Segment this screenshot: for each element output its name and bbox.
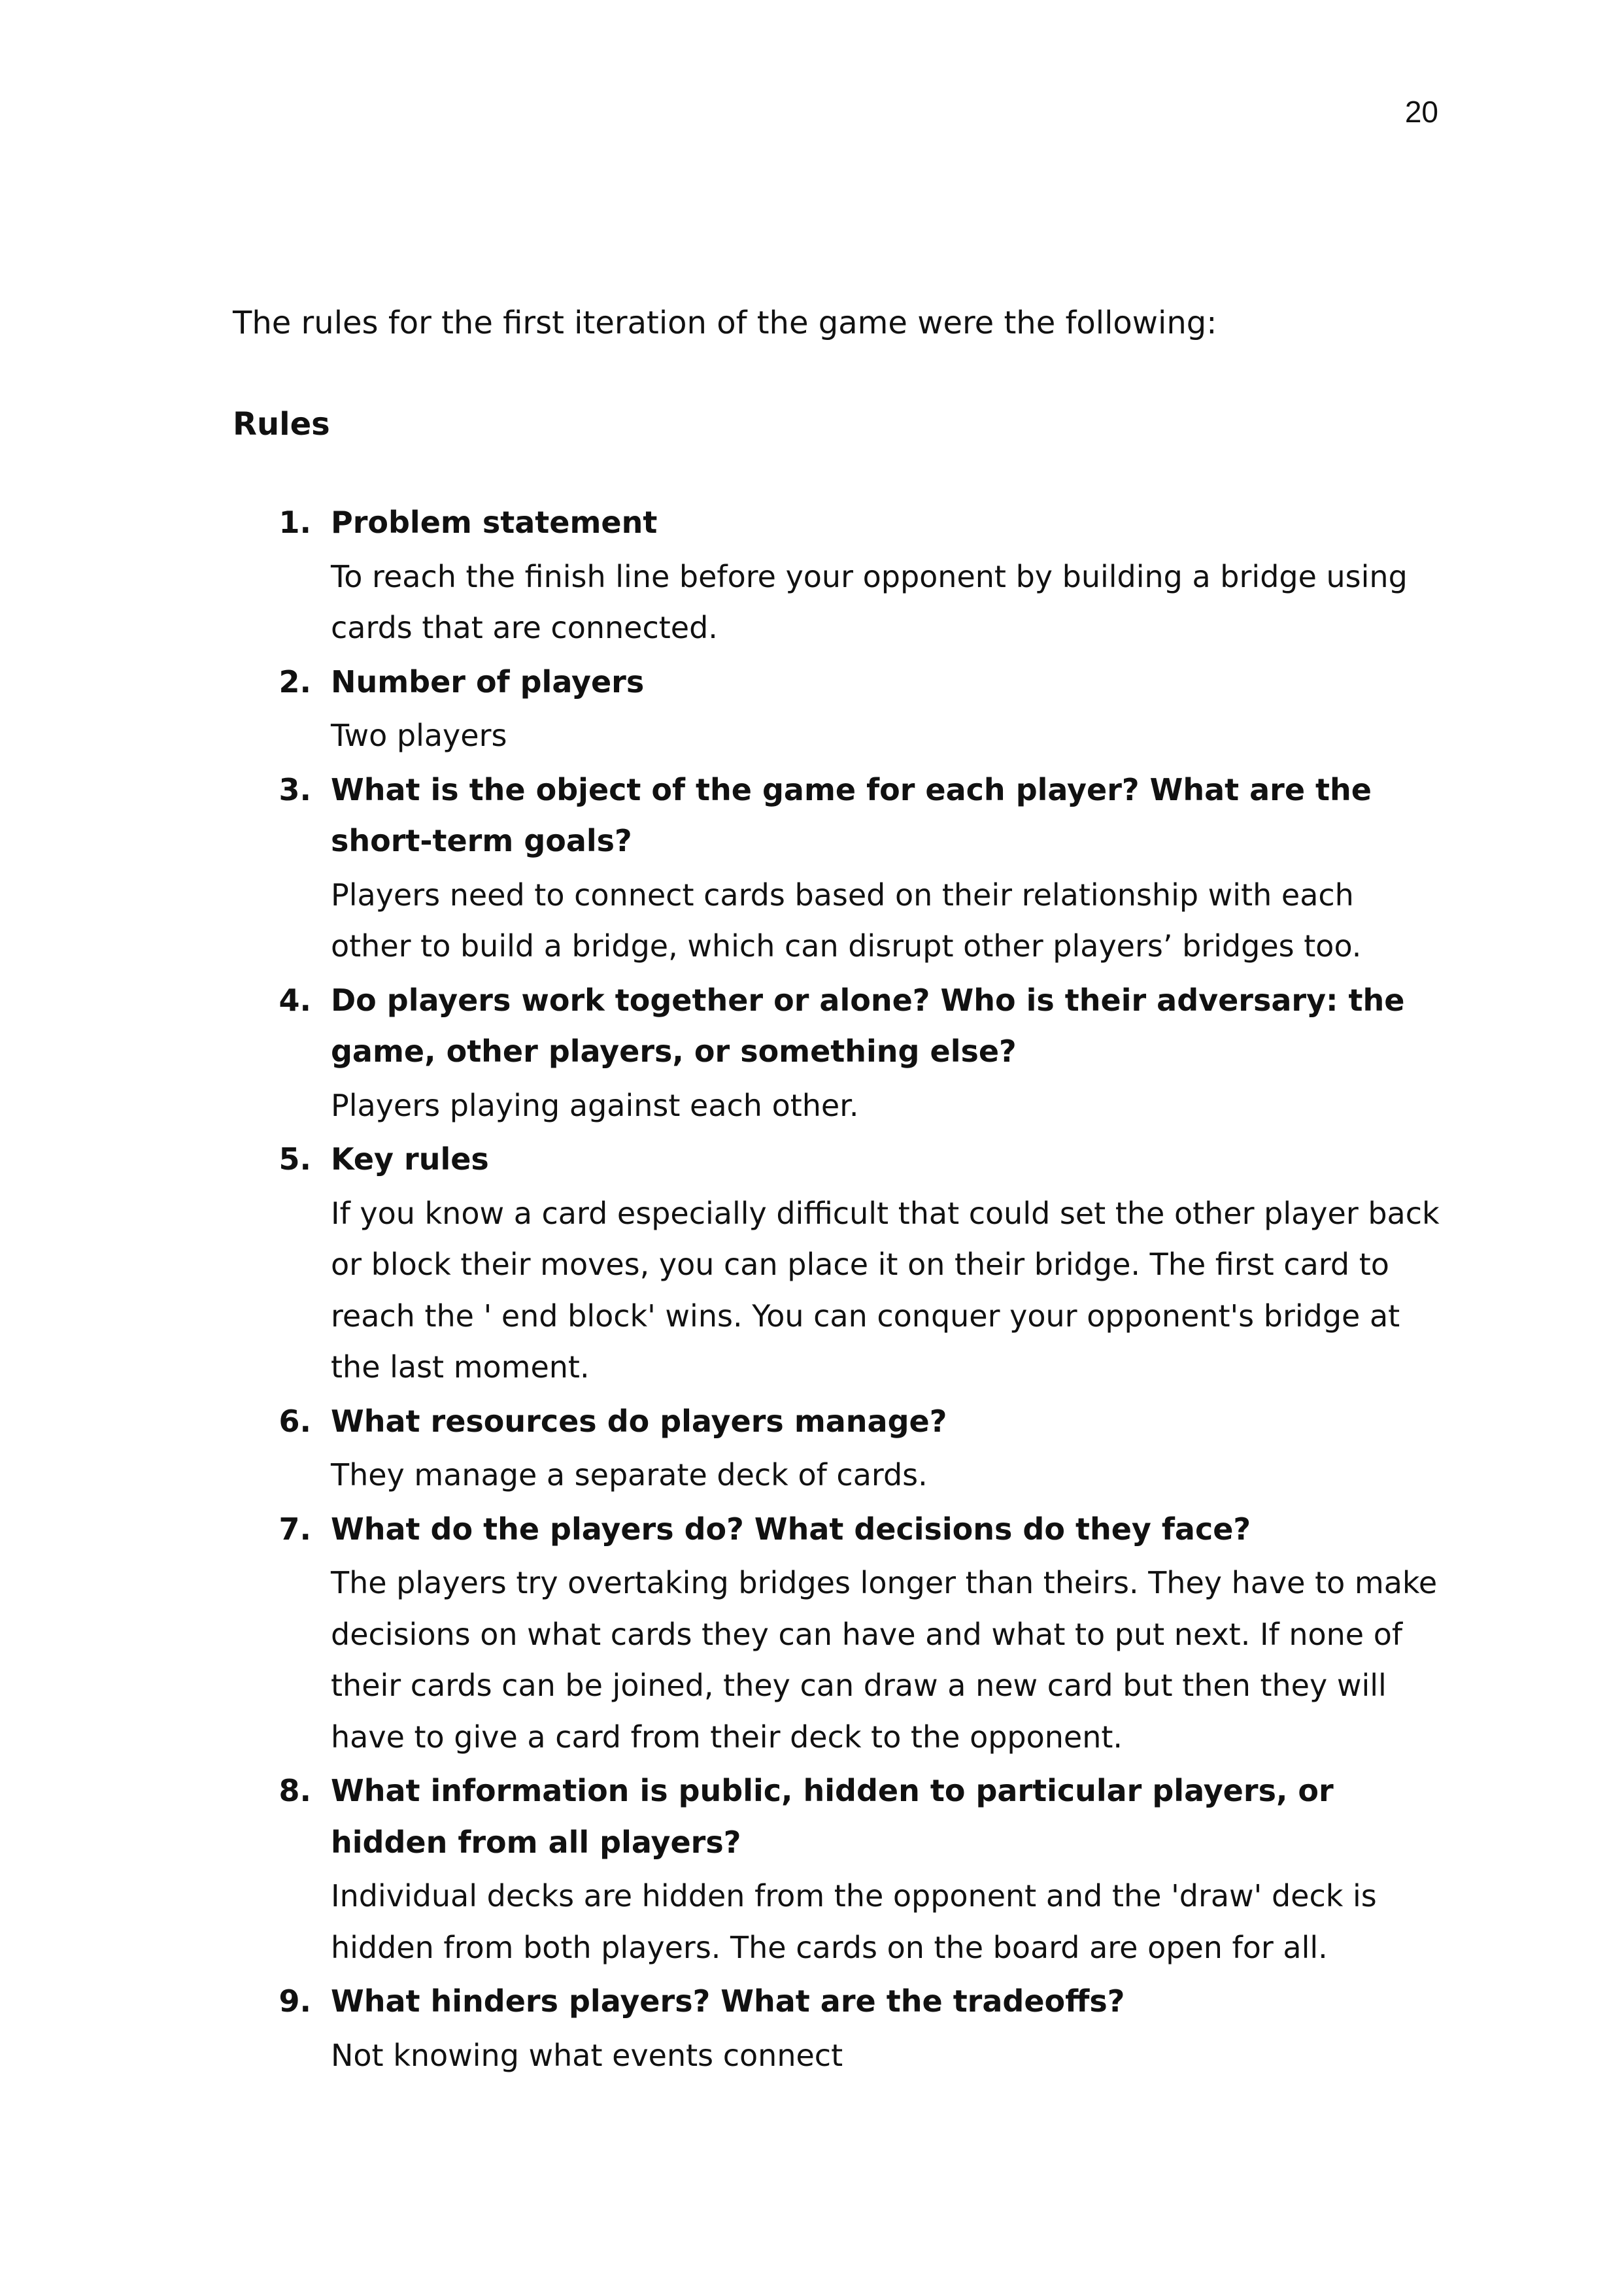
rule-body [331,975,1442,1132]
rule-number: 4. [279,982,311,1018]
rule-answer: Individual decks are hidden from the opponent and the 'draw' deck is hidden from both players. The cards on the board are open for all. [331,1878,1377,1965]
rule-answer: Not knowing what events connect [331,2037,843,2073]
rule-question: Number of players [331,664,645,700]
rule-body [331,656,1442,762]
rule-item [233,656,1442,762]
rule-number: 3. [279,771,311,807]
rule-body [331,1976,1442,2081]
rule-number: 2. [279,664,311,700]
rule-question: What hinders players? What are the tradeoffs? [331,1983,1125,2019]
rule-answer: They manage a separate deck of cards. [331,1457,928,1493]
rule-body [331,764,1442,972]
rule-number: 8. [279,1773,311,1808]
rule-answer: The players try overtaking bridges longer than theirs. They have to make decisions on what cards they can have and what to put next. If none of their cards can be joined, they can draw a new card but then they will have to give a card from their deck to the opponent. [331,1565,1438,1755]
rule-answer: Players playing against each other. [331,1087,859,1123]
rule-question: What do the players do? What decisions do they face? [331,1511,1251,1547]
section-heading: Rules [233,406,330,443]
rule-question: What information is public, hidden to particular players, or hidden from all players? [331,1773,1334,1860]
rule-question: What is the object of the game for each player? What are the short-term goals? [331,771,1372,858]
rule-item [233,764,1442,972]
intro-paragraph: The rules for the first iteration of the game were the following: [233,305,1217,341]
rule-question: Problem statement [331,505,658,540]
page-number: 20 [1404,95,1438,129]
rules-list [233,497,1442,2083]
rule-body [331,1504,1442,1763]
rule-item [233,975,1442,1132]
rule-body [331,1765,1442,1973]
rule-number: 5. [279,1141,311,1177]
rule-question: Key rules [331,1141,489,1177]
rule-number: 1. [279,505,311,540]
rule-item [233,497,1442,654]
rule-number: 6. [279,1403,311,1439]
rule-number: 7. [279,1511,311,1547]
rule-answer: Two players [331,718,507,753]
rule-item [233,1134,1442,1393]
rule-item [233,1976,1442,2081]
rule-number: 9. [279,1983,311,2019]
rule-answer: To reach the finish line before your opponent by building a bridge using cards that are connected. [331,558,1408,645]
rule-item [233,1765,1442,1973]
rule-answer: If you know a card especially difficult that could set the other player back or block their moves, you can place it on their bridge. The first card to reach the ' end block' wins. You can conquer your opponent's bridge at the last moment. [331,1195,1440,1385]
rule-item [233,1504,1442,1763]
rule-body [331,497,1442,654]
rule-answer: Players need to connect cards based on their relationship with each other to build a bridge, which can disrupt other players’ bridges too. [331,877,1362,964]
rule-body [331,1134,1442,1393]
rule-question: Do players work together or alone? Who is their adversary: the game, other players, or something else? [331,982,1405,1069]
rule-body [331,1396,1442,1501]
rule-item [233,1396,1442,1501]
rule-question: What resources do players manage? [331,1403,947,1439]
